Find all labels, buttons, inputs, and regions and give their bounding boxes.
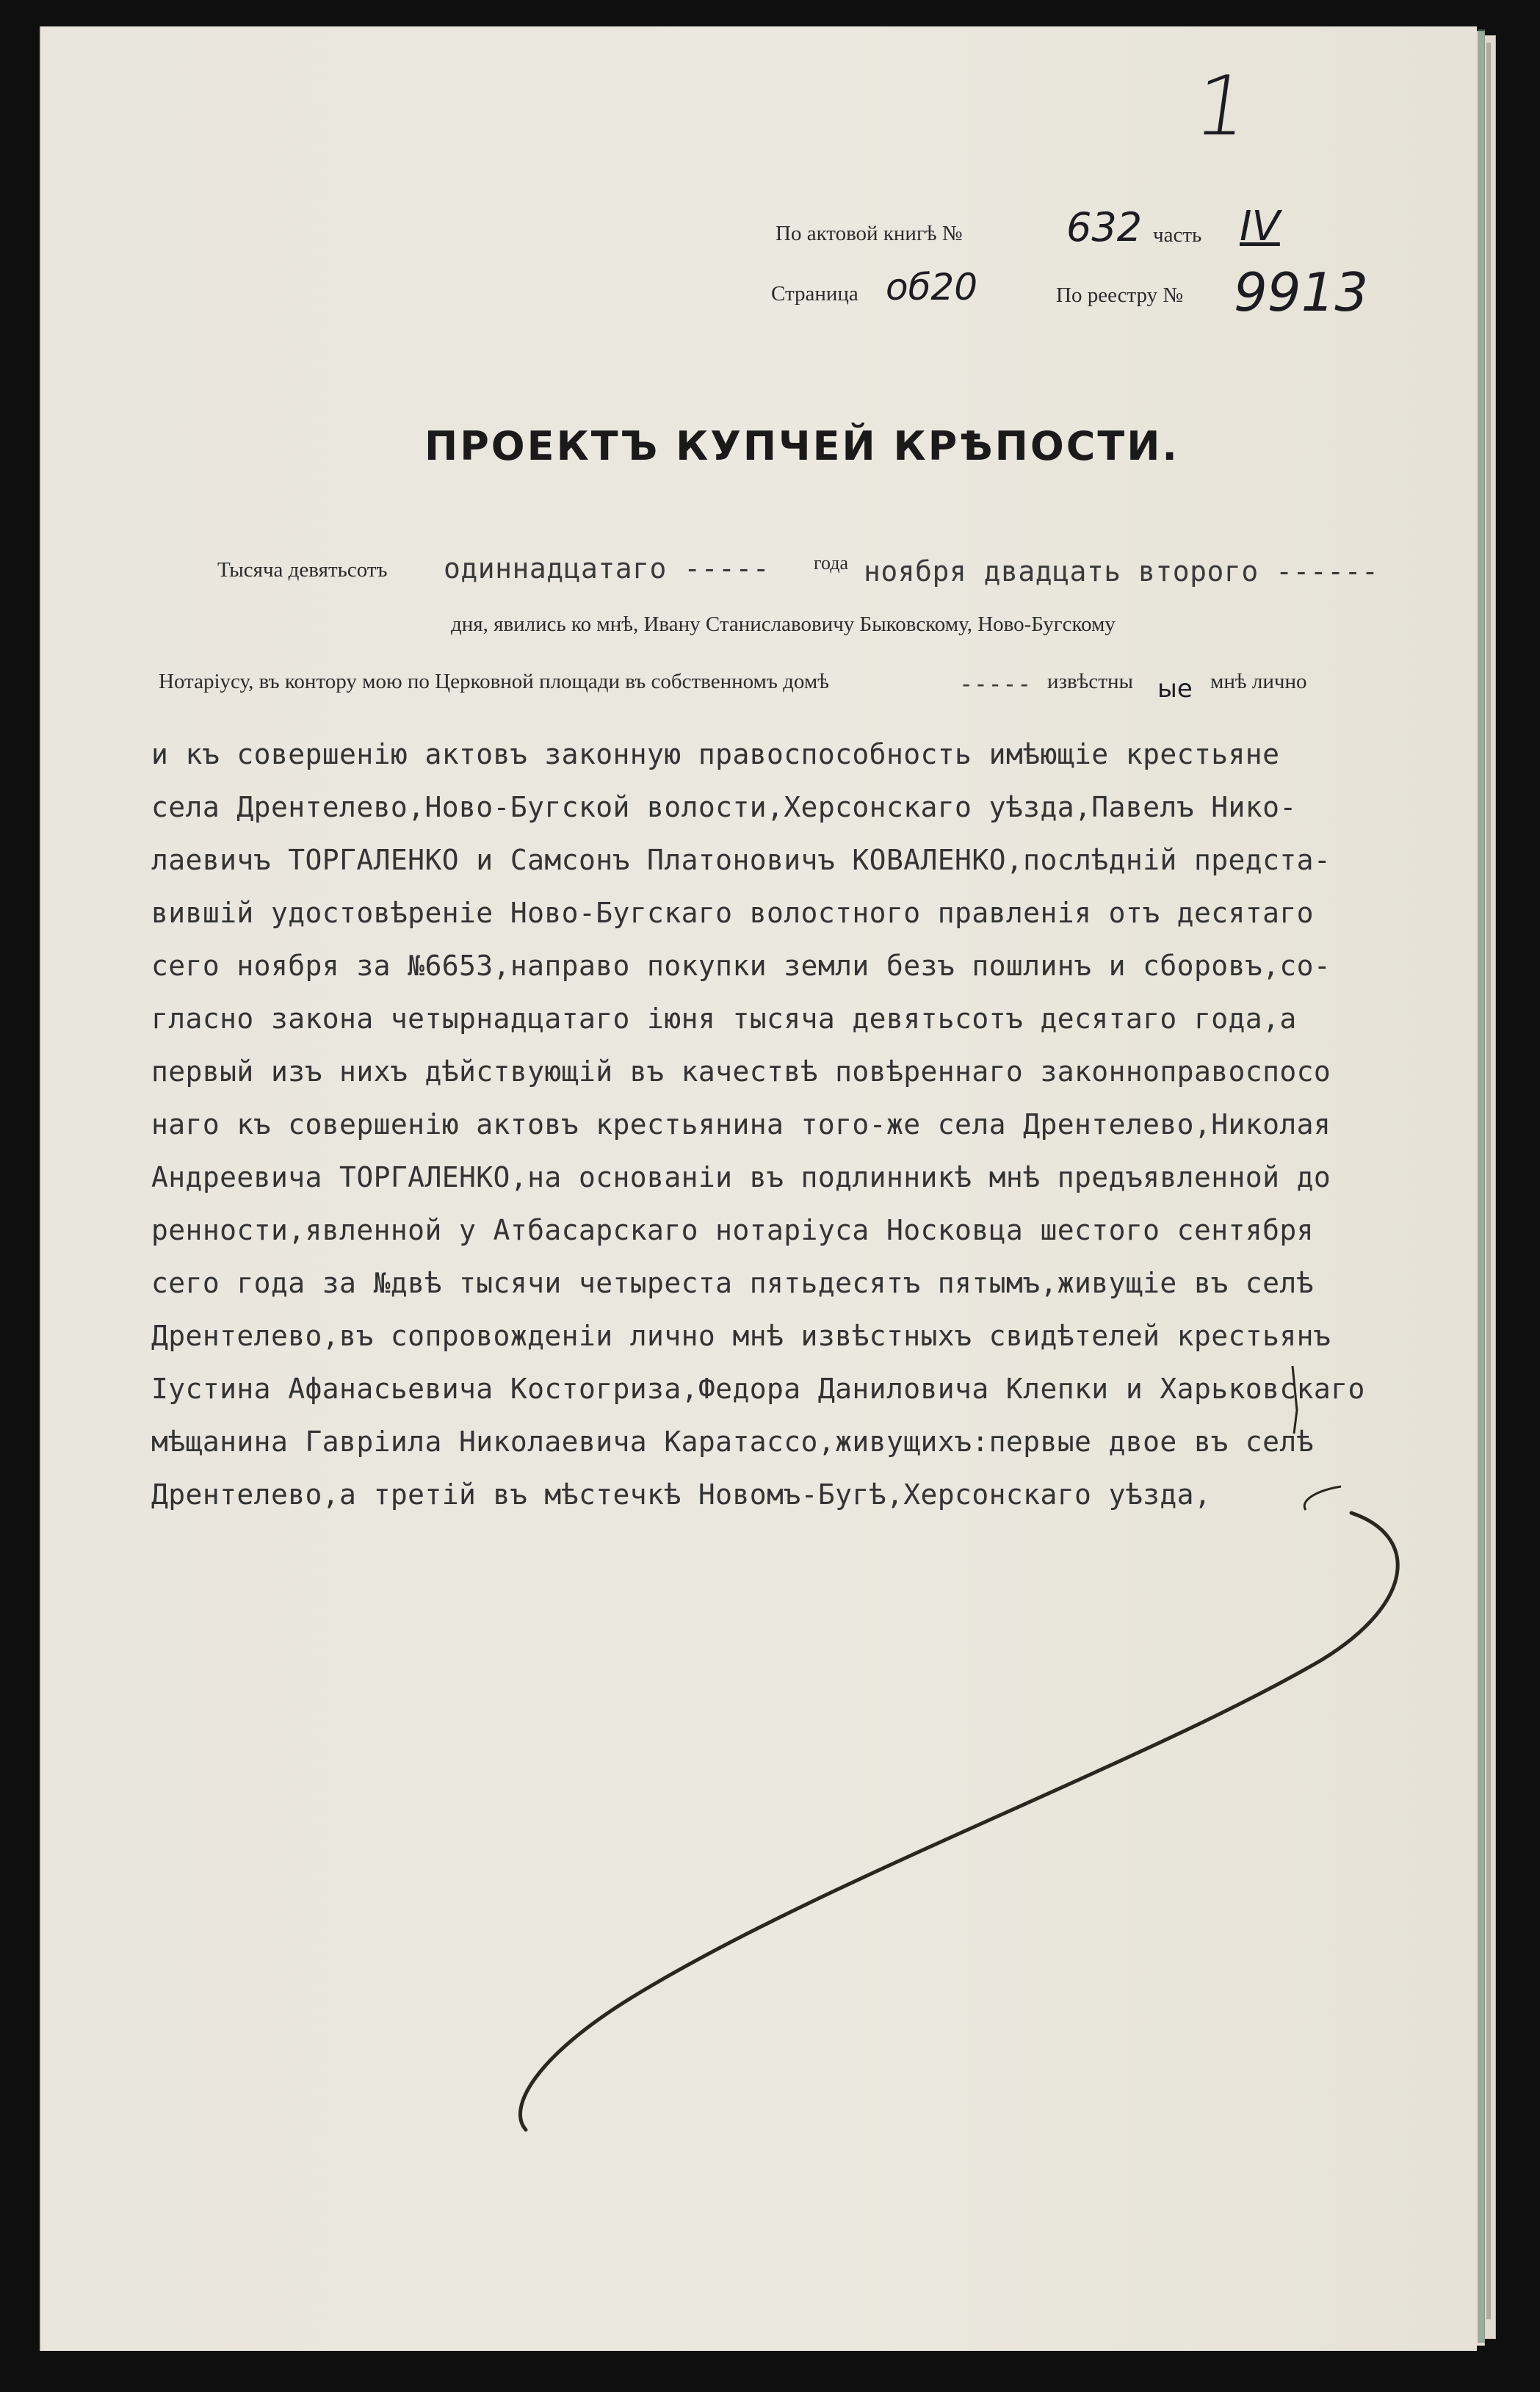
- body-line: сего ноября за №6653,направо покупки земли безъ пошлинъ и сборовъ,со-: [151, 950, 1331, 982]
- body-line: Дрентелево,а третій въ мѣстечкѣ Новомъ-Бугѣ,Херсонскаго уѣзда,: [151, 1478, 1212, 1511]
- part-value: IV: [1240, 203, 1280, 250]
- body-line: мѣщанина Гавріила Николаевича Каратассо,живущихъ:первые двое въ селѣ: [151, 1426, 1314, 1458]
- body-line: ренности,явленной у Атбасарскаго нотаріуса Носковца шестого сентября: [151, 1214, 1314, 1246]
- preamble-year-typed: одиннадцатаго -----: [444, 552, 770, 585]
- preamble-date-typed: ноября двадцать второго ------: [864, 555, 1379, 588]
- preamble-notary-line: дня, явились ко мнѣ, Ивану Станиславовичу Быковскому, Ново-Бугскому: [451, 613, 1116, 636]
- register-number: 9913: [1234, 261, 1369, 323]
- act-book-label: По актовой книгѣ №: [776, 222, 963, 245]
- body-line: Андреевича ТОРГАЛЕНКО,на основаніи въ подлинникѣ мнѣ предъявленной до: [151, 1161, 1331, 1193]
- body-line: села Дрентелево,Ново-Бугской волости,Херсонскаго уѣзда,Павелъ Нико-: [151, 791, 1297, 823]
- body-line: наго къ совершенію актовъ крестьянина того-же села Дрентелево,Николая: [151, 1108, 1331, 1141]
- preamble-office-line: Нотаріусу, въ контору мою по Церковной площади въ собственномъ домѣ: [159, 670, 829, 693]
- body-line: сего года за №двѣ тысячи четыреста пятьдесятъ пятымъ,живущіе въ селѣ: [151, 1267, 1314, 1299]
- document-title: ПРОЕКТЪ КУПЧЕЙ КРѢПОСТИ.: [424, 423, 1179, 469]
- body-line: первый изъ нихъ дѣйствующій въ качествѣ повѣреннаго законноправоспосо: [151, 1055, 1331, 1088]
- sheet-number: 1: [1188, 59, 1255, 154]
- body-line: Дрентелево,въ сопровожденіи лично мнѣ извѣстныхъ свидѣтелей крестьянъ: [151, 1320, 1331, 1352]
- body-line: и къ совершенію актовъ законную правоспособность имѣющіе крестьяне: [151, 738, 1280, 770]
- preamble-known-suffix: ые: [1157, 674, 1193, 704]
- body-line: гласно закона четырнадцатаго іюня тысяча девятьсотъ десятаго года,а: [151, 1002, 1297, 1035]
- preamble-year-word: года: [814, 552, 849, 574]
- register-label: По реестру №: [1056, 283, 1184, 307]
- body-line: лаевичъ ТОРГАЛЕНКО и Самсонъ Платоновичъ КОВАЛЕНКО,послѣдній предста-: [151, 844, 1331, 876]
- page-label: Страница: [771, 282, 858, 306]
- part-label: часть: [1153, 223, 1202, 247]
- page-value: об20: [886, 266, 978, 308]
- preamble-known-word: извѣстны: [1047, 670, 1133, 693]
- body-line: вившій удостовѣреніе Ново-Бугскаго волостного правленія отъ десятаго: [151, 897, 1314, 929]
- preamble-year-label: Тысяча девятьсотъ: [217, 558, 388, 582]
- act-book-number: 632: [1066, 204, 1143, 250]
- body-line: Іустина Афанасьевича Костогриза,Федора Даниловича Клепки и Харьковскаго: [151, 1373, 1365, 1405]
- preamble-personally: мнѣ лично: [1210, 670, 1307, 693]
- preamble-office-dash: -----: [959, 670, 1032, 698]
